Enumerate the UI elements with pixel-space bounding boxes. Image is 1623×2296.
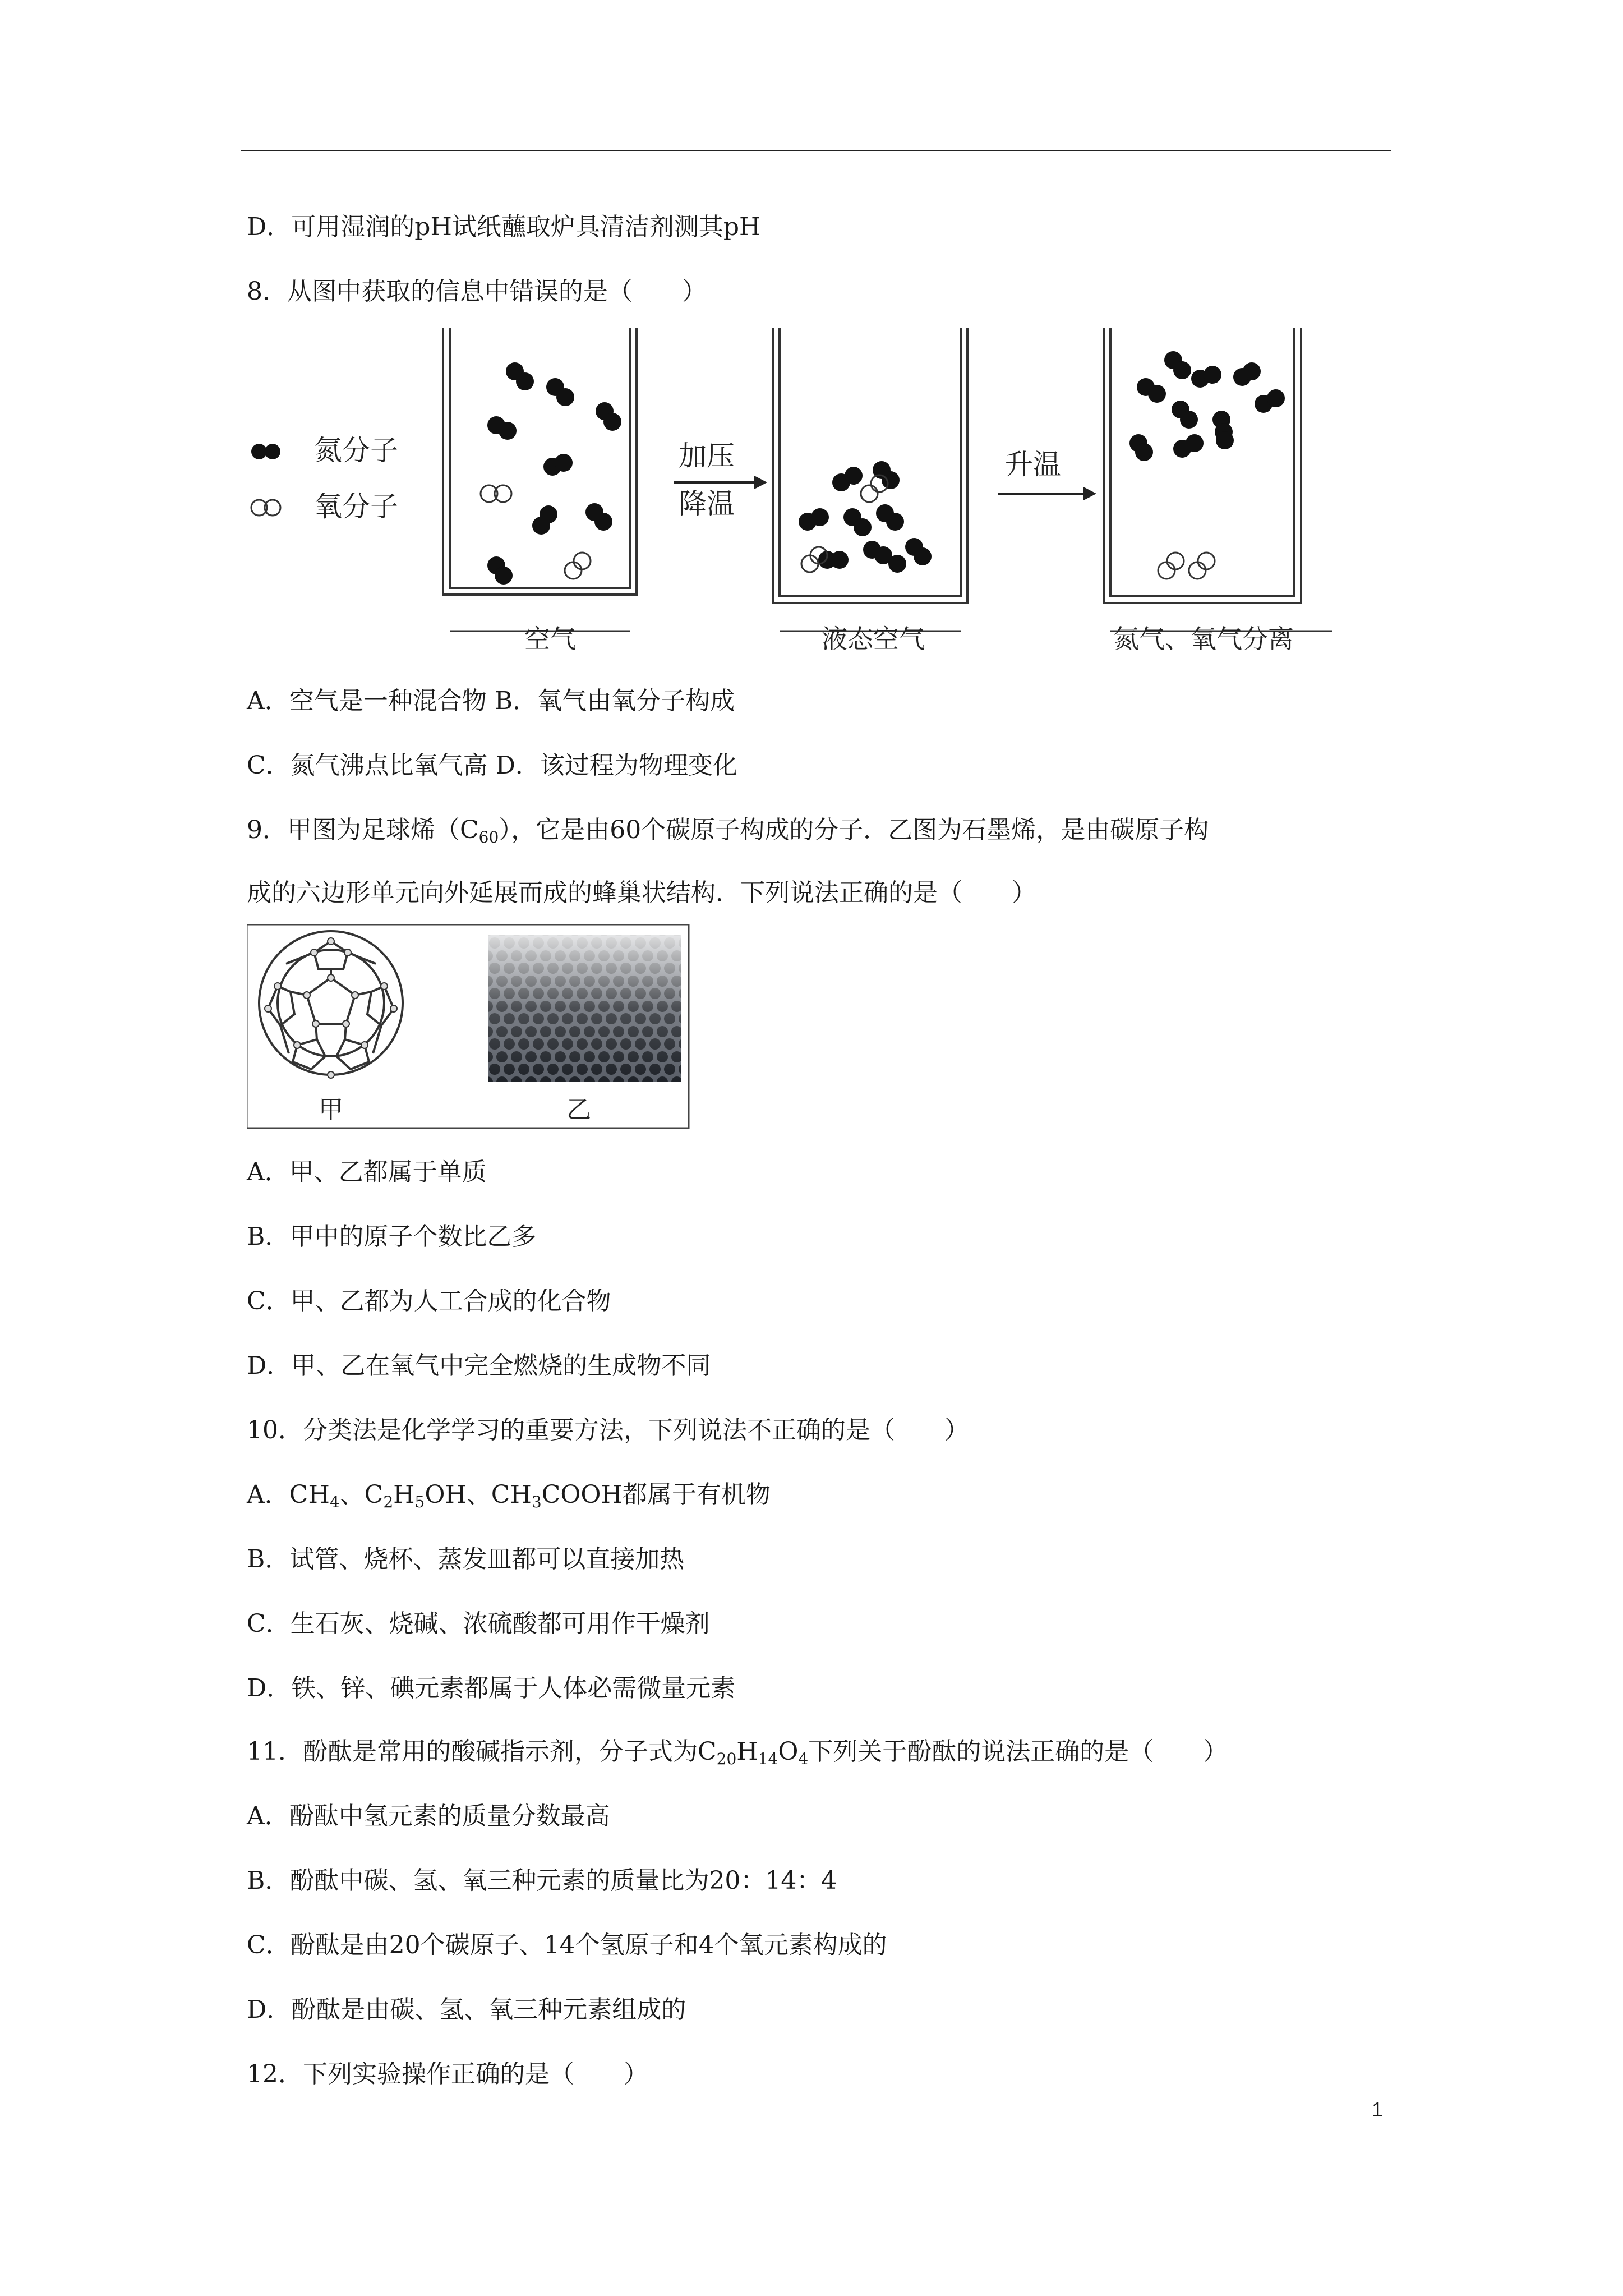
legend-oxygen-icon <box>251 500 280 516</box>
beaker-air <box>443 328 637 595</box>
q10-option-d: D．铁、锌、碘元素都属于人体必需微量元素 <box>247 1674 736 1703</box>
label-jia: 甲 <box>319 1096 343 1124</box>
graphene-icon <box>488 935 681 1082</box>
arrow1-head-icon <box>754 476 767 489</box>
oxygen-molecules-gas <box>1158 553 1215 579</box>
q9-option-d: D．甲、乙在氧气中完全燃烧的生成物不同 <box>247 1351 711 1380</box>
q11-option-d: D．酚酞是由碳、氢、氧三种元素组成的 <box>247 1995 686 2024</box>
q9-stem-line2: 成的六边形单元向外延展而成的蜂巢状结构．下列说法正确的是（ ） <box>247 878 1036 907</box>
nitrogen-molecules-liquid <box>799 461 932 573</box>
q11-option-a: A．酚酞中氢元素的质量分数最高 <box>247 1802 610 1830</box>
q8-options-cd: C．氮气沸点比氧气高 D．该过程为物理变化 <box>247 751 737 780</box>
page-number: 1 <box>1372 2098 1384 2121</box>
q10-option-c: C．生石灰、烧碱、浓硫酸都可用作干燥剂 <box>247 1609 710 1638</box>
label-liquid-air: 液态空气 <box>822 624 925 651</box>
q7-option-d: D．可用湿润的pH试纸蘸取炉具清洁剂测其pH <box>247 213 761 241</box>
q11-option-b: B．酚酞中碳、氢、氧三种元素的质量比为20：14：4 <box>247 1866 837 1895</box>
arrow1-label-line1: 加压 <box>679 440 735 472</box>
buckyball-icon <box>259 931 403 1075</box>
arrow1-label-line2: 降温 <box>679 487 735 520</box>
header-rule <box>241 150 1391 151</box>
nitrogen-molecules-gas <box>1129 351 1285 461</box>
nitrogen-molecules-air <box>487 362 621 585</box>
label-yi: 乙 <box>566 1096 591 1124</box>
q8-options-ab: A．空气是一种混合物 B．氧气由氧分子构成 <box>247 687 735 715</box>
q11-stem: 11．酚酞是常用的酸碱指示剂，分子式为$C_{20}H_{14}O_4$下列关于酚酞的说法正确的是（ ） <box>247 1737 1228 1768</box>
q11-option-c: C．酚酞是由20个碳原子、14个氢原子和4个氧元素构成的 <box>247 1931 887 1959</box>
q9-stem-line1: 9．甲图为足球烯$(C_{60})$，它是由60个碳原子构成的分子．乙图为石墨烯，是由碳原子构 <box>247 816 1209 846</box>
q9-option-a: A．甲、乙都属于单质 <box>247 1158 487 1186</box>
q10-option-b: B．试管、烧杯、蒸发皿都可以直接加热 <box>247 1545 685 1573</box>
legend-oxygen-label: 氧分子 <box>314 490 398 523</box>
q9-option-b: B．甲中的原子个数比乙多 <box>247 1222 537 1251</box>
q9-figure <box>247 924 690 1129</box>
legend-nitrogen-icon <box>251 444 280 459</box>
q10-stem: 10．分类法是化学学习的重要方法，下列说法不正确的是（ ） <box>247 1416 969 1444</box>
beaker-separation <box>1104 328 1301 603</box>
q8-figure <box>247 325 1335 651</box>
label-air: 空气 <box>524 624 576 651</box>
legend-nitrogen-label: 氮分子 <box>314 434 398 467</box>
q12-stem: 12．下列实验操作正确的是（ ） <box>247 2060 648 2088</box>
arrow2-head-icon <box>1083 487 1096 500</box>
q9-option-c: C．甲、乙都为人工合成的化合物 <box>247 1287 611 1315</box>
label-separation: 氮气、氧气分离 <box>1113 624 1294 651</box>
q8-stem: 8．从图中获取的信息中错误的是（ ） <box>247 277 707 306</box>
arrow2-label: 升温 <box>1005 448 1061 481</box>
q10-option-a: A．$CH_4$、$C_2H_5OH$、$CH_3COOH$都属于有机物 <box>247 1480 771 1511</box>
